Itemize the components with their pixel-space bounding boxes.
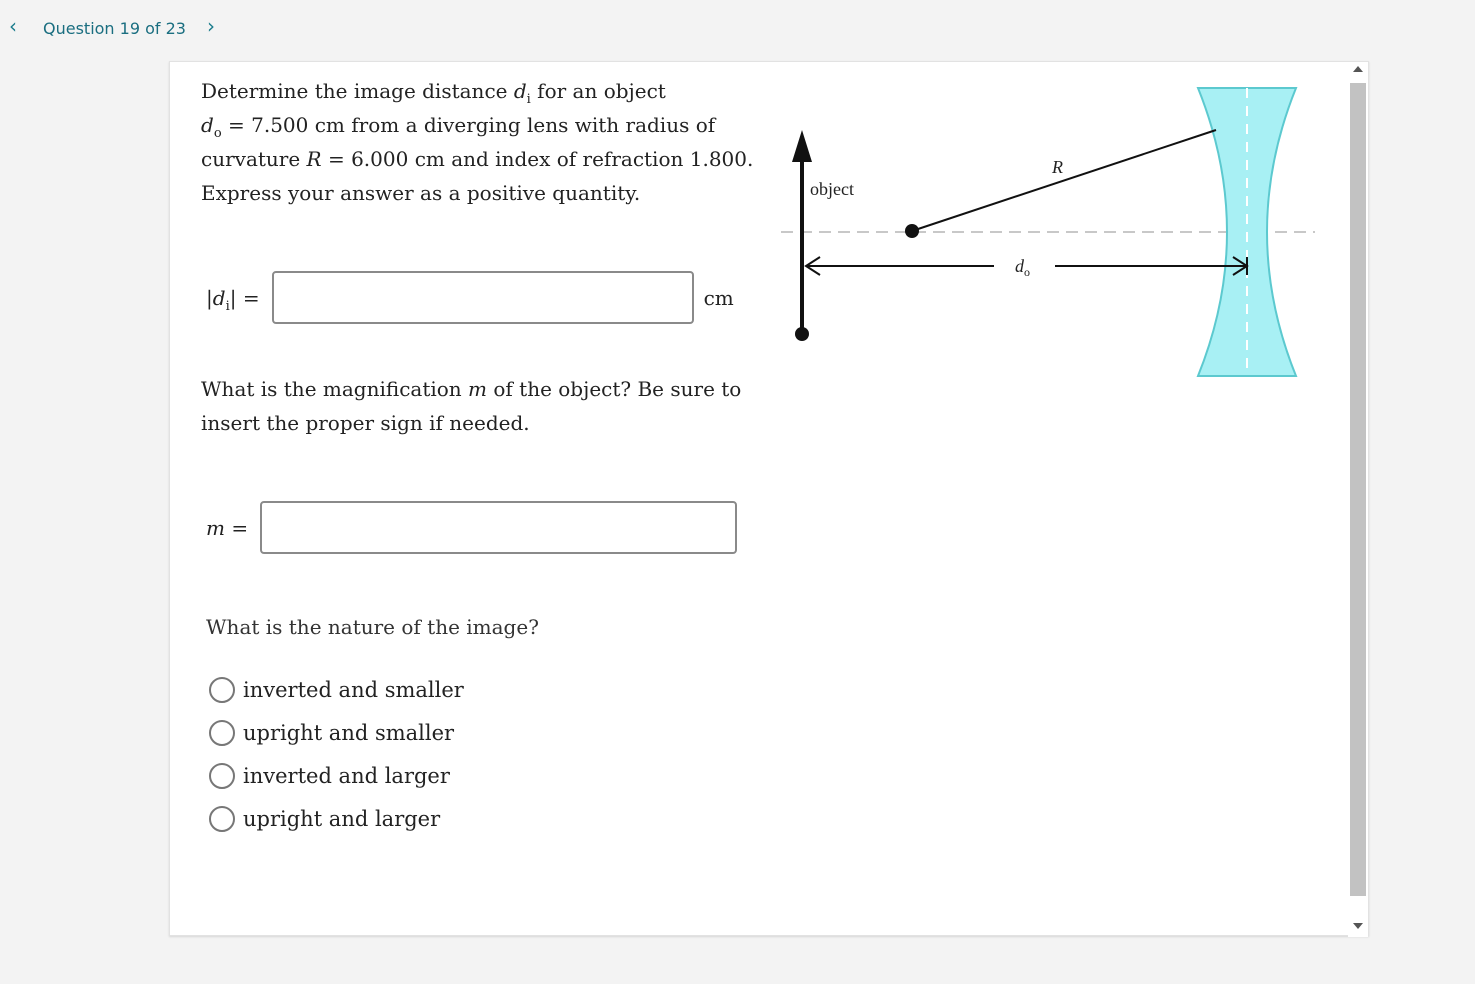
next-question-button[interactable]	[198, 14, 224, 38]
question-card	[169, 61, 1369, 936]
magnification-label: m =	[206, 515, 249, 540]
previous-question-button[interactable]	[0, 14, 26, 38]
object-base-point	[795, 327, 809, 341]
image-distance-answer-row	[206, 271, 734, 324]
unit-label: cm	[703, 285, 734, 310]
option-upright-larger[interactable]: upright and larger	[209, 797, 464, 840]
radio-button[interactable]	[209, 806, 235, 832]
distance-label: $d_o$	[1015, 256, 1030, 279]
lens-diagram	[770, 72, 1330, 392]
radius-label: R	[1052, 157, 1063, 177]
question-content	[170, 62, 1350, 937]
radio-button[interactable]	[209, 720, 235, 746]
radio-button[interactable]	[209, 677, 235, 703]
option-upright-smaller[interactable]: upright and smaller	[209, 711, 464, 754]
magnification-input[interactable]	[260, 501, 737, 554]
nature-options	[209, 668, 464, 840]
nature-question-label: What is the nature of the image?	[206, 615, 539, 639]
object-arrowhead	[792, 130, 812, 162]
magnification-answer-row	[206, 501, 737, 554]
option-inverted-larger[interactable]: inverted and larger	[209, 754, 464, 797]
magnification-question-text: What is the magnification m of the object? Be sure to insert the proper sign if needed.	[201, 377, 742, 435]
question-counter[interactable]: Question 19 of 23	[43, 19, 186, 38]
scroll-thumb[interactable]	[1350, 83, 1366, 896]
scroll-up-arrow-icon[interactable]	[1353, 66, 1363, 72]
question-text: Determine the image distance $d_i$ for an object $d_o = 7.500$ cm from a diverging lens with radius of curvature R = 6.000 cm and index of refraction 1.800. Express your answer as a positive quantity.	[201, 79, 754, 205]
option-inverted-smaller[interactable]: inverted and smaller	[209, 668, 464, 711]
object-label: object	[810, 179, 854, 199]
image-distance-input[interactable]	[272, 271, 694, 324]
center-of-curvature-point	[905, 224, 919, 238]
radio-button[interactable]	[209, 763, 235, 789]
image-distance-label: $|d_i|$ =	[206, 285, 260, 314]
scroll-down-arrow-icon[interactable]	[1353, 923, 1363, 929]
radius-line	[912, 130, 1216, 231]
chevron-left-icon: ‹	[9, 14, 17, 38]
vertical-scrollbar[interactable]	[1348, 62, 1368, 937]
chevron-right-icon: ›	[207, 14, 215, 38]
